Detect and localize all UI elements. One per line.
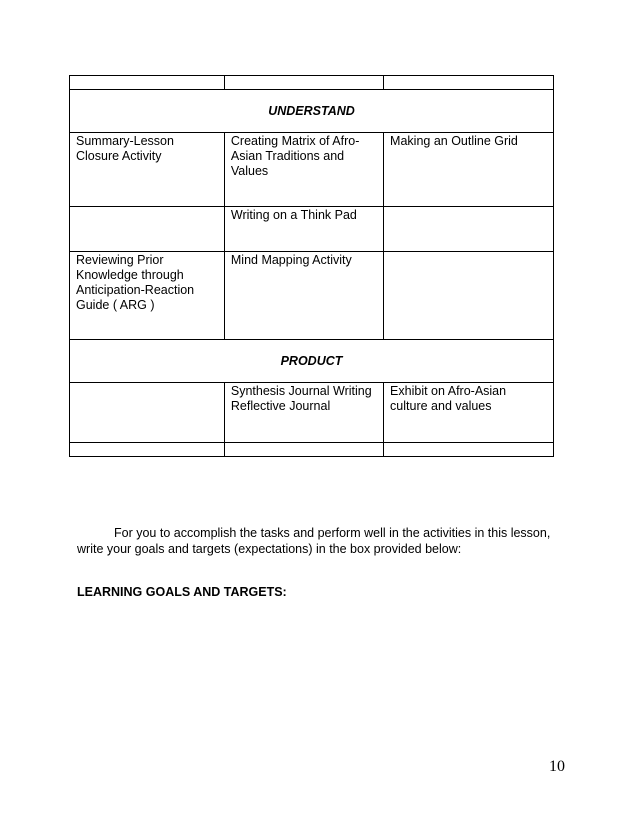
product-header: PRODUCT (70, 340, 554, 383)
table-cell: Creating Matrix of Afro-Asian Traditions and Values (224, 133, 383, 207)
blank-cell (384, 76, 554, 90)
table-row (70, 207, 554, 252)
table-cell: Summary-Lesson Closure Activity (70, 133, 225, 207)
table-row (70, 383, 554, 443)
table-cell: Making an Outline Grid (384, 133, 554, 207)
blank-row-bottom (70, 443, 554, 457)
instruction-text: For you to accomplish the tasks and perform well in the activities in this lesson, write your goals and targets (expectations) in the box provided below: (77, 526, 551, 556)
page-number: 10 (549, 758, 565, 775)
blank-cell (70, 443, 225, 457)
blank-cell (224, 443, 383, 457)
table-cell (70, 383, 225, 443)
table-cell: Exhibit on Afro-Asian culture and values (384, 383, 554, 443)
blank-row-top (70, 76, 554, 90)
table-cell (384, 207, 554, 252)
table-row (70, 252, 554, 340)
table-cell: Synthesis Journal Writing Reflective Journal (224, 383, 383, 443)
activity-table (69, 75, 554, 457)
table-cell: Writing on a Think Pad (224, 207, 383, 252)
blank-cell (70, 76, 225, 90)
table-cell: Reviewing Prior Knowledge through Anticipation-Reaction Guide ( ARG ) (70, 252, 225, 340)
table-cell: Mind Mapping Activity (224, 252, 383, 340)
instruction-paragraph (77, 525, 557, 557)
blank-cell (384, 443, 554, 457)
understand-section-row (70, 90, 554, 133)
table-row (70, 133, 554, 207)
blank-cell (224, 76, 383, 90)
table-cell (70, 207, 225, 252)
table-cell (384, 252, 554, 340)
product-section-row (70, 340, 554, 383)
learning-goals-heading: LEARNING GOALS AND TARGETS: (77, 585, 287, 599)
understand-header: UNDERSTAND (70, 90, 554, 133)
